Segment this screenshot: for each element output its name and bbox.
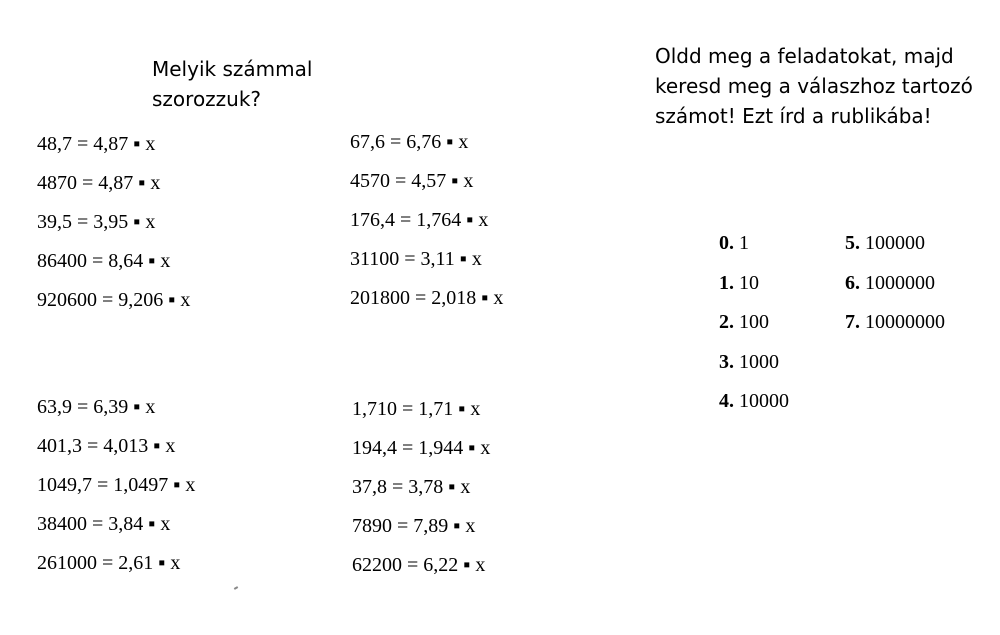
- answer-key-column-2: [845, 232, 945, 351]
- answer-value: 1000000: [865, 271, 935, 294]
- equation: 86400 = 8,64 ▪ x: [37, 250, 171, 272]
- equation: 401,3 = 4,013 ▪ x: [37, 435, 176, 457]
- equation: 31100 = 3,11 ▪ x: [350, 248, 482, 270]
- answer-option: [719, 311, 789, 333]
- equation: 920600 = 9,206 ▪ x: [37, 289, 191, 311]
- equation: 201800 = 2,018 ▪ x: [350, 287, 504, 309]
- stray-mark: [234, 586, 238, 590]
- answer-key: 1.: [719, 271, 734, 294]
- answer-option: [719, 351, 789, 373]
- equation: 4570 = 4,57 ▪ x: [350, 170, 474, 192]
- equation: 4870 = 4,87 ▪ x: [37, 172, 161, 194]
- equation: 39,5 = 3,95 ▪ x: [37, 211, 156, 233]
- answer-key: 2.: [719, 311, 734, 333]
- answer-value: 1000: [739, 350, 779, 373]
- equation: 63,9 = 6,39 ▪ x: [37, 396, 156, 418]
- answer-value: 100: [739, 311, 769, 333]
- answer-key: 6.: [845, 271, 860, 294]
- equation: 37,8 = 3,78 ▪ x: [352, 476, 471, 498]
- answer-option: [719, 232, 789, 254]
- equation: 38400 = 3,84 ▪ x: [37, 513, 171, 535]
- answer-value: 10: [739, 271, 759, 294]
- answer-option: [719, 272, 789, 294]
- answer-option: [845, 272, 945, 294]
- equation: 62200 = 6,22 ▪ x: [352, 554, 486, 576]
- equation-group-1: [37, 133, 190, 328]
- answer-value: 10000000: [865, 311, 945, 333]
- answer-key: 4.: [719, 390, 734, 412]
- equation: 1049,7 = 1,0497 ▪ x: [37, 474, 196, 496]
- equation: 176,4 = 1,764 ▪ x: [350, 209, 489, 231]
- equation: 67,6 = 6,76 ▪ x: [350, 131, 469, 153]
- answer-value: 100000: [865, 232, 925, 254]
- answer-key: 5.: [845, 232, 860, 254]
- equation-group-4: [352, 398, 490, 593]
- equation: 194,4 = 1,944 ▪ x: [352, 437, 491, 459]
- answer-value: 1: [739, 232, 749, 254]
- answer-option: [845, 311, 945, 333]
- equation: 7890 = 7,89 ▪ x: [352, 515, 476, 537]
- answer-key: 0.: [719, 232, 734, 254]
- question-title: Melyik számmal szorozzuk?: [152, 57, 313, 111]
- equation: 48,7 = 4,87 ▪ x: [37, 133, 156, 155]
- equation-group-2: [350, 131, 503, 326]
- equation: 261000 = 2,61 ▪ x: [37, 552, 181, 574]
- answer-key: 7.: [845, 311, 860, 333]
- answer-key-column-1: [719, 232, 789, 430]
- equation: 1,710 = 1,71 ▪ x: [352, 398, 481, 420]
- answer-key: 3.: [719, 350, 734, 373]
- answer-option: [845, 232, 945, 254]
- answer-value: 10000: [739, 390, 789, 412]
- equation-group-3: [37, 396, 195, 591]
- answer-option: [719, 390, 789, 412]
- instructions: Oldd meg a feladatokat, majd keresd meg a válaszhoz tartozó számot! Ezt írd a rublikába!: [655, 44, 973, 128]
